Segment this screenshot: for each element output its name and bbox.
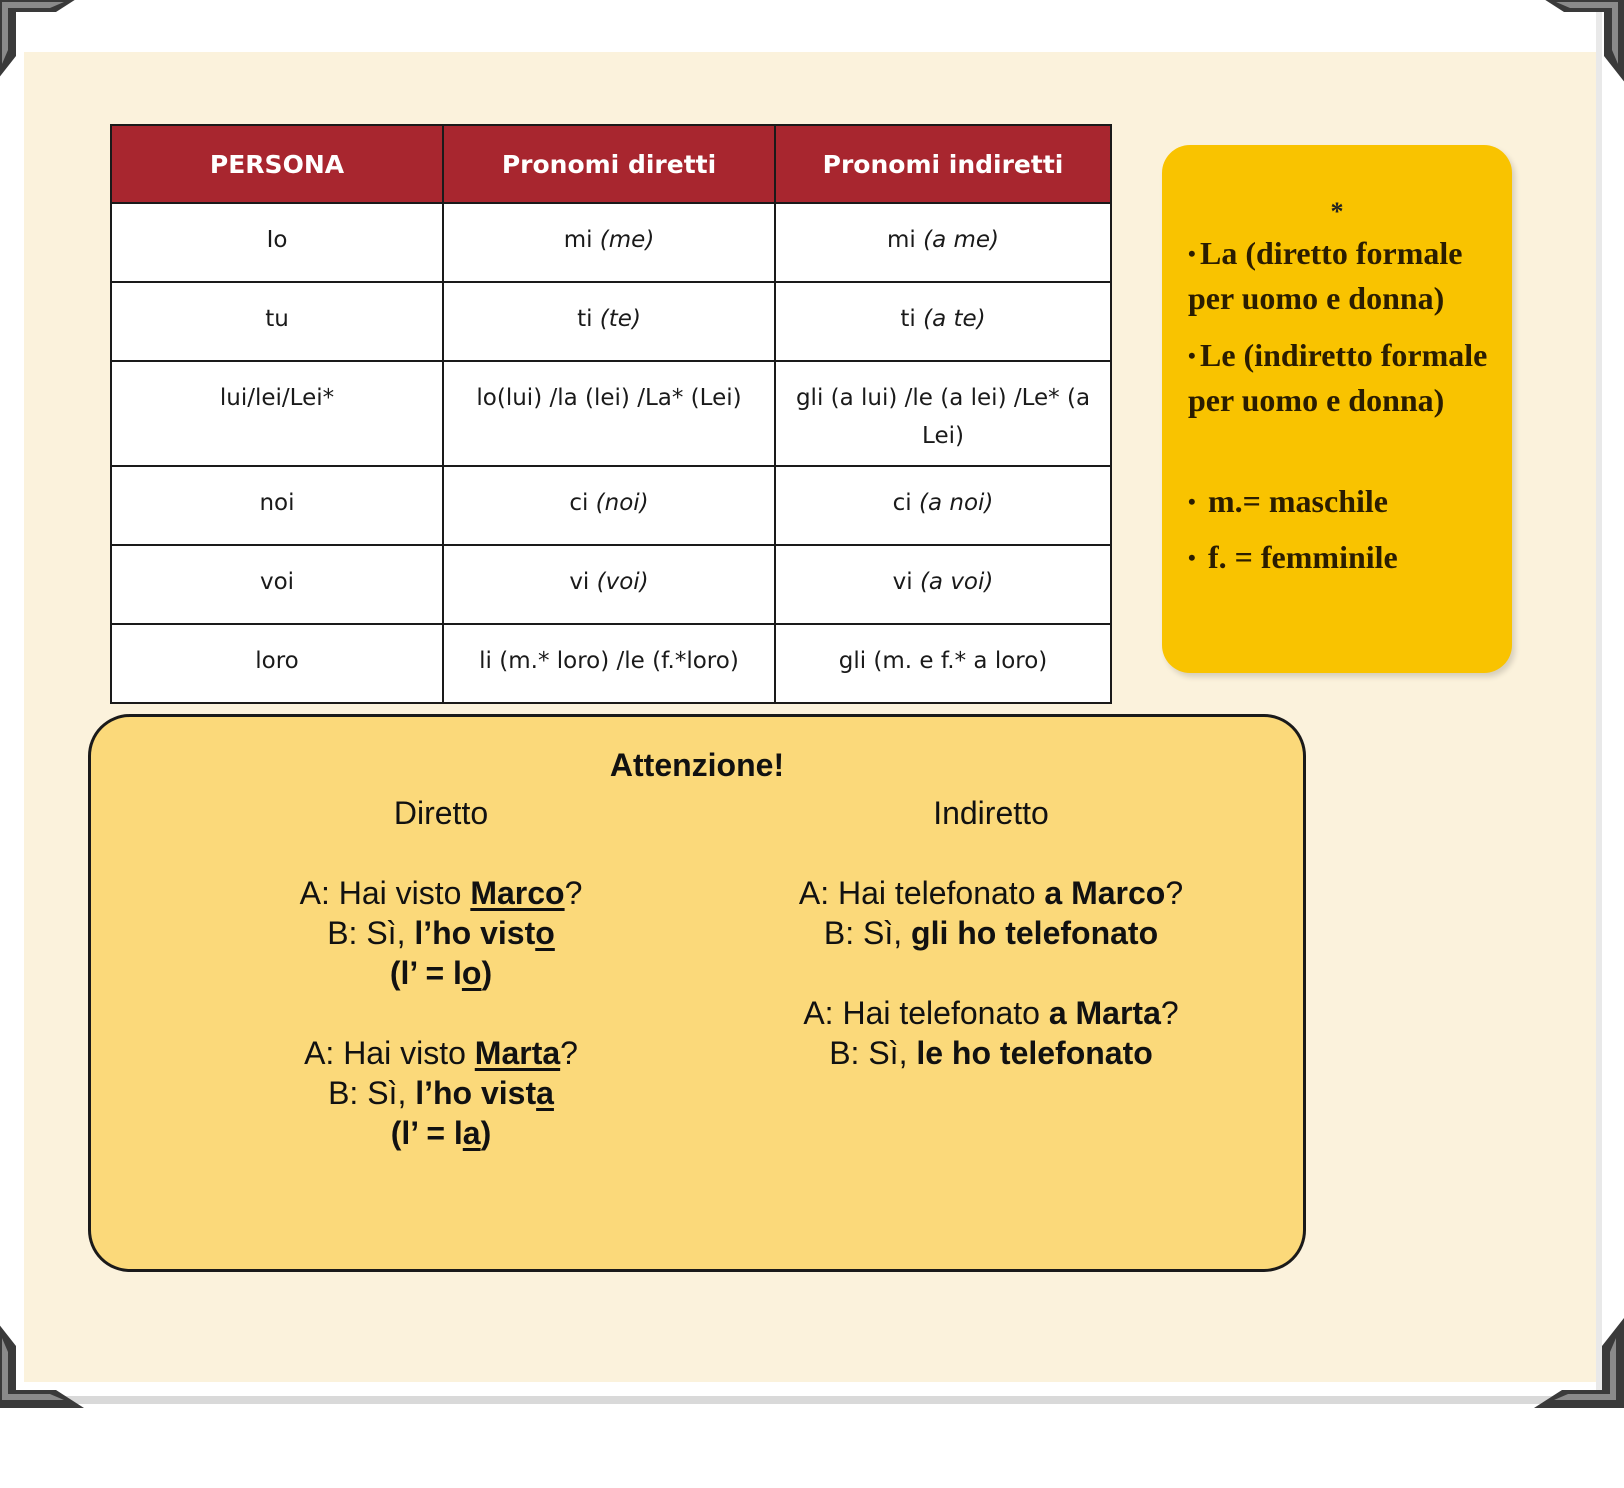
board-edge-right [1596,0,1602,1400]
corner-bracket-icon [1534,1318,1624,1408]
pronoun: ti [577,306,593,332]
pronoun: vi [892,569,913,595]
note-item [1188,231,1506,321]
pronoun-note: (a te) [923,306,986,332]
pronoun-note: (te) [599,306,641,332]
board-edge-bottom [0,1396,1624,1404]
note-item [1188,535,1506,580]
header-pronomi-diretti: Pronomi diretti [443,125,775,203]
cell-persona: voi [111,545,443,624]
pronoun: ci [569,490,589,516]
table-row [111,203,1111,282]
direct-note-2: (l’ = la) [390,1115,492,1151]
pronoun: vi [569,569,590,595]
direct-question-2: A: Hai visto Marta? [304,1035,578,1071]
cell-persona: loro [111,624,443,703]
pronoun: mi [563,227,593,253]
cell-diretto [443,282,775,361]
header-pronomi-indiretti: Pronomi indiretti [775,125,1111,203]
pronouns-table [110,124,1112,704]
direct-question-1: A: Hai visto Marco? [299,875,583,911]
cell-diretto: li (m.* loro) /le (f.*loro) [443,624,775,703]
corner-bracket-icon [0,0,84,84]
table-row [111,282,1111,361]
table-row [111,466,1111,545]
indirect-heading: Indiretto [933,795,1049,831]
direct-answer-1: B: Sì, l’ho visto [327,915,555,951]
pronoun: ti [900,306,916,332]
notes-asterisk: * [1330,197,1344,226]
note-item [1188,333,1506,423]
pronoun: mi [886,227,916,253]
note-text: Le (indiretto formale per uomo e donna) [1188,337,1488,418]
pronoun-note: (noi) [595,490,649,516]
cell-indiretto: gli (a lui) /le (a lei) /Le* (a Lei) [775,361,1111,466]
direct-examples [191,793,691,1153]
bullet-icon: • [1188,545,1196,570]
indirect-question-2: A: Hai telefonato a Marta? [803,995,1179,1031]
cell-persona: noi [111,466,443,545]
table-row [111,545,1111,624]
pronoun-note: (a noi) [918,490,994,516]
bullet-icon: • [1188,241,1196,266]
direct-note-1: (l’ = lo) [389,955,493,991]
corner-bracket-icon [0,1318,84,1408]
cell-diretto [443,203,775,282]
corner-bracket-icon [1536,0,1624,84]
note-text: f. = femminile [1208,539,1398,575]
cell-indiretto [775,203,1111,282]
cell-persona: lui/lei/Lei* [111,361,443,466]
pronoun-note: (a me) [923,227,1000,253]
table-row [111,624,1111,703]
header-persona: PERSONA [111,125,443,203]
cell-indiretto: gli (m. e f.* a loro) [775,624,1111,703]
cell-indiretto [775,466,1111,545]
note-item [1188,479,1506,524]
attention-title: Attenzione! [609,747,785,783]
note-text: La (diretto formale per uomo e donna) [1188,235,1463,316]
pronoun-note: (voi) [596,569,649,595]
indirect-answer-1: B: Sì, gli ho telefonato [823,915,1159,951]
indirect-question-1: A: Hai telefonato a Marco? [798,875,1184,911]
attention-box [88,714,1306,1272]
pronoun-note: (a voi) [919,569,994,595]
pronoun-note: (me) [599,227,655,253]
notes-box [1162,145,1512,673]
bullet-icon: • [1188,343,1196,368]
cell-persona: Io [111,203,443,282]
cell-indiretto [775,282,1111,361]
pronoun: ci [892,490,912,516]
bullet-icon: • [1188,489,1196,514]
cell-diretto [443,545,775,624]
cell-diretto [443,466,775,545]
indirect-answer-2: B: Sì, le ho telefonato [829,1035,1153,1071]
cell-indiretto [775,545,1111,624]
cell-persona: tu [111,282,443,361]
table-row [111,361,1111,466]
direct-heading: Diretto [393,795,489,831]
direct-answer-2: B: Sì, l’ho vista [328,1075,554,1111]
cell-diretto: lo(lui) /la (lei) /La* (Lei) [443,361,775,466]
note-text: m.= maschile [1208,483,1388,519]
table-header-row [111,125,1111,203]
indirect-examples [731,793,1251,1073]
